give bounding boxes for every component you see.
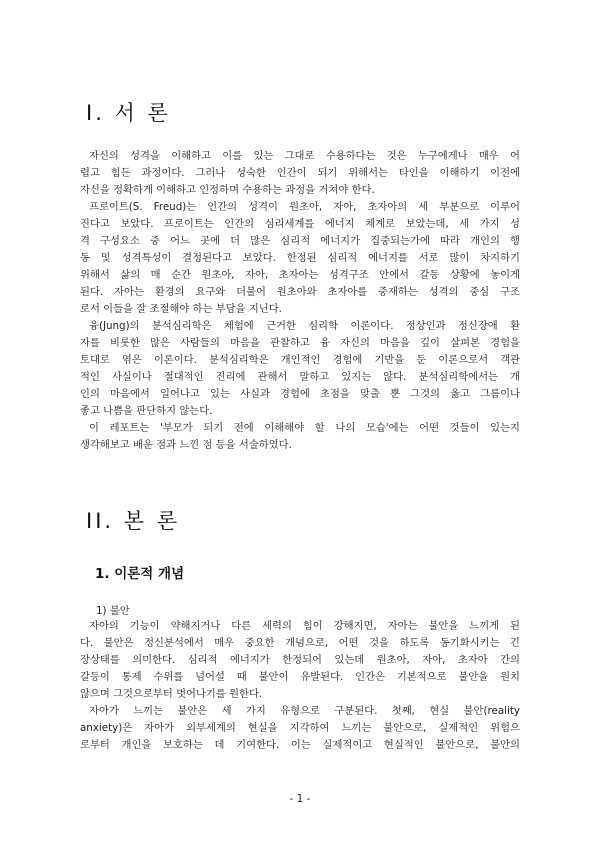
text-line: 융(Jung)의 분석심리학은 체험에 근거한 심리학 이론이다. 정상인과 정신장애 환 <box>89 320 520 332</box>
text-line: 로부터 개인을 보호하는 데 기여한다. 이는 실제적이고 현실적인 불안으로, 불안의 <box>80 739 520 751</box>
text-line: 생각해보고 배운 점과 느낀 점 등을 서술하였다. <box>80 439 292 451</box>
text-line: 자신을 정확하게 이해하고 인정하며 수용하는 과정을 거쳐야 한다. <box>80 184 375 196</box>
text-line: 렵고 힘든 과정이다. 그러나 성숙한 인간이 되기 위해서는 타인을 이해하기 이전에 <box>80 167 520 179</box>
section-heading-intro: I. 서 론 <box>86 101 171 125</box>
paragraph <box>80 199 520 318</box>
page-number: - 1 - <box>289 793 311 805</box>
text-line: 자아의 기능이 약해지거나 다른 세력의 힘이 강해지면, 자아는 불안을 느끼게 된 <box>89 620 520 632</box>
item-label: 1) 불안 <box>96 605 130 617</box>
text-line: 동 및 성격특성이 결정된다고 보았다. 한정된 심리적 에너지를 서로 많이 차지하기 <box>80 252 520 264</box>
text-line: 위해서 삶의 매 순간 원초아, 자아, 초자아는 성격구조 안에서 갈등 상황에 놓이게 <box>80 269 520 281</box>
text-line: 이 레포트는 '부모가 되기 전에 이해해야 할 나의 모습'에는 어떤 것들이 있는지 <box>89 422 520 434</box>
paragraph <box>80 318 520 420</box>
text-line: 적인 사실이나 절대적인 진리에 관해서 말하고 있지는 않다. 분석심리학에서는 개 <box>80 371 520 383</box>
text-line: 된다. 자아는 환경의 요구와 더불어 원초아와 초자아를 중재하는 성격의 중심 구조 <box>80 286 520 298</box>
paragraph <box>80 420 520 454</box>
subsection-heading: 1. 이론적 개념 <box>95 566 185 582</box>
text-line: 로서 이들을 잘 조절해야 하는 부담을 지닌다. <box>80 303 282 315</box>
text-line: 자신의 성격을 이해하고 이를 있는 그대로 수용하다는 것은 누구에게나 매우 어 <box>89 150 520 162</box>
text-line: 않으며 그것으로부터 벗어나기를 원한다. <box>80 688 263 700</box>
section-heading-body: II. 본 론 <box>86 509 180 533</box>
paragraph <box>80 703 520 754</box>
text-line: 진다고 보았다. 프로이트는 인간의 심리세계를 에너지 체계로 보았는데, 세 가지 성 <box>80 218 520 230</box>
paragraph <box>80 148 520 199</box>
text-line: 갈등이 통제 수위를 넘어설 때 불안이 유발된다. 인간은 기본적으로 불안을 원치 <box>80 671 520 683</box>
text-line: 격 구성요소 중 어느 곳에 더 많은 심리적 에너지가 집중되는가에 따라 개인의 행 <box>80 235 520 247</box>
text-line: anxiety)은 자아가 외부세계의 현실을 지각하여 느끼는 불안으로, 실제적인 위험으 <box>80 722 520 734</box>
text-line: 자를 비롯한 많은 사람들의 마음을 관찰하고 융 자신의 마음을 깊이 살펴본 경험을 <box>80 337 520 349</box>
paragraph <box>80 618 520 703</box>
text-line: 다. 불안은 정신분석에서 매우 중요한 개념으로, 어떤 것을 하도록 동기화시키는 긴 <box>80 637 520 649</box>
text-line: 장상태를 의미한다. 심리적 에너지가 한정되어 있는데 원초아, 자아, 초자아 간의 <box>80 654 520 666</box>
text-line: 자아가 느끼는 불안은 세 가지 유형으로 구분된다. 첫째, 현실 불안(reality <box>89 705 520 717</box>
text-line: 토대로 엮은 이론이다. 분석심리학은 개인적인 경험에 기반을 둔 이론으로서 객관 <box>80 354 520 366</box>
text-line: 좋고 나쁨을 판단하지 않는다. <box>80 405 213 417</box>
text-line: 프로이트(S. Freud)는 인간의 성격이 원초아, 자아, 초자아의 세 부분으로 이루어 <box>89 201 520 213</box>
text-line: 인의 마음에서 일어나고 있는 사실과 경험에 초점을 맞출 뿐 그것의 옳고 그름이나 <box>80 388 520 400</box>
